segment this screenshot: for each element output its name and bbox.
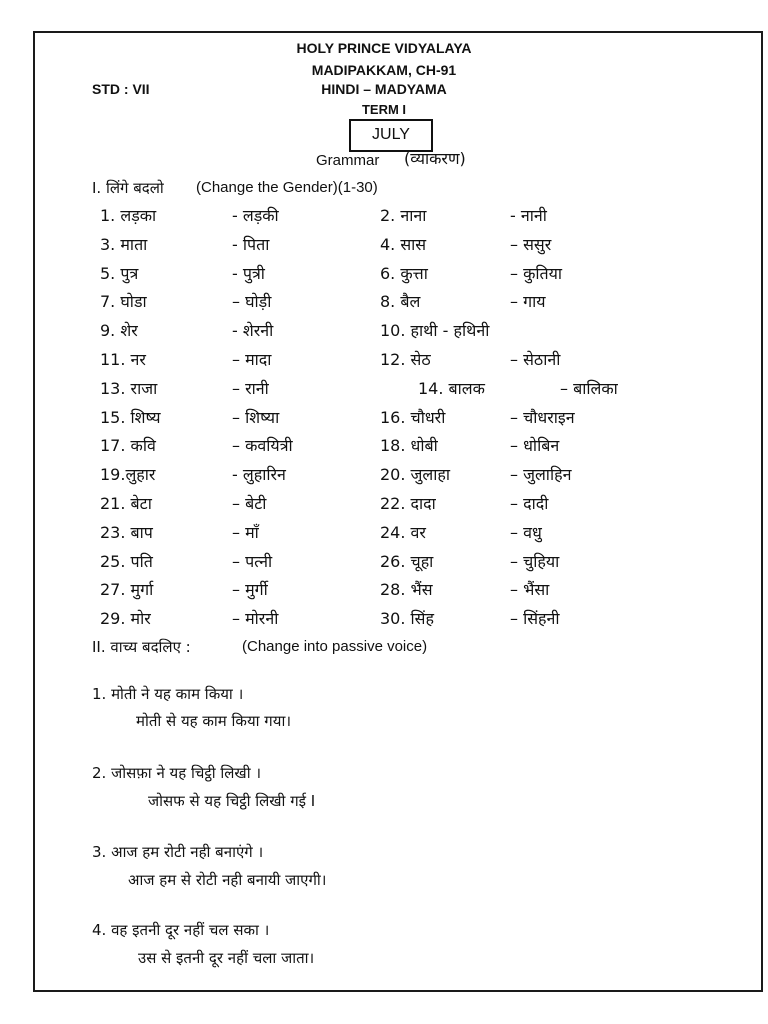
gender-word: 15. शिष्य [100, 408, 161, 427]
gender-answer: – बेटी [232, 494, 267, 513]
gender-word: 4. सास [380, 235, 427, 254]
gender-word: 13. राजा [100, 379, 158, 398]
gender-answer: – मादा [232, 350, 272, 369]
gender-word: 22. दादा [380, 494, 436, 513]
gender-row [0, 206, 768, 234]
month-box: JULY [349, 119, 433, 152]
gender-answer: – सिंहनी [510, 609, 560, 628]
voice-question: 4. वह इतनी दूर नहीं चल सका । [92, 921, 270, 939]
gender-answer: - नानी [510, 206, 547, 225]
gender-answer: – धोबिन [510, 436, 560, 455]
subject-title: HINDI – MADYAMA [321, 81, 447, 97]
term-label: TERM I [361, 102, 407, 117]
gender-word: 25. पति [100, 552, 153, 571]
voice-answer: उस से इतनी दूर नहीं चला जाता। [138, 949, 315, 967]
gender-answer: – पत्नी [232, 552, 273, 571]
grammar-label-en: Grammar [316, 152, 380, 169]
section2-title-hi: II. वाच्य बदलिए : [92, 638, 191, 656]
gender-answer: – घोड़ी [232, 292, 272, 311]
gender-row [0, 552, 768, 580]
gender-word: 12. सेठ [380, 350, 431, 369]
gender-answer: – कवयित्री [232, 436, 293, 455]
voice-answer: जोसफ से यह चिट्ठी लिखी गई I [148, 792, 316, 810]
gender-answer: – भैंसा [510, 580, 550, 599]
gender-row [0, 379, 768, 407]
std-label: STD : VII [92, 81, 150, 97]
gender-word: 14. बालक [418, 379, 485, 398]
gender-answer: - शेरनी [232, 321, 274, 340]
gender-row [0, 235, 768, 263]
gender-answer: – मुर्गी [232, 580, 268, 599]
gender-row [0, 408, 768, 436]
gender-word: 6. कुत्ता [380, 264, 428, 283]
gender-answer: – चुहिया [510, 552, 560, 571]
gender-row [0, 609, 768, 637]
gender-word: 23. बाप [100, 523, 153, 542]
gender-word: 24. वर [380, 523, 426, 542]
gender-word: 16. चौधरी [380, 408, 446, 427]
voice-question: 2. जोसफ़ा ने यह चिट्ठी लिखी । [92, 764, 262, 782]
gender-word: 10. हाथी - हथिनी [380, 321, 490, 340]
gender-row [0, 264, 768, 292]
gender-answer: – कुतिया [510, 264, 563, 283]
gender-word: 8. बैल [380, 292, 421, 311]
gender-word: 26. चूहा [380, 552, 434, 571]
gender-word: 29. मोर [100, 609, 151, 628]
gender-row [0, 465, 768, 493]
gender-answer: – माँ [232, 523, 259, 542]
gender-row [0, 321, 768, 349]
school-address: MADIPAKKAM, CH-91 [311, 62, 457, 78]
gender-answer: – वधु [510, 523, 542, 542]
gender-answer: - पिता [232, 235, 270, 254]
section2-title-en: (Change into passive voice) [242, 638, 428, 655]
gender-answer: - पुत्री [232, 264, 265, 283]
gender-word: 19.लुहार [100, 465, 156, 484]
gender-word: 3. माता [100, 235, 148, 254]
gender-row [0, 292, 768, 320]
gender-answer: – बालिका [560, 379, 618, 398]
gender-answer: – गाय [510, 292, 546, 311]
section1-title-hi: I. लिंगे बदलो [92, 179, 164, 197]
gender-answer: – ससुर [510, 235, 552, 254]
voice-answer: आज हम से रोटी नही बनायी जाएगी। [128, 871, 327, 889]
gender-answer: - लुहारिन [232, 465, 286, 484]
gender-answer: – शिष्या [232, 408, 280, 427]
grammar-label-hi: (व्याकरण) [404, 149, 466, 168]
voice-question: 3. आज हम रोटी नही बनाएंगे । [92, 843, 264, 861]
gender-word: 5. पुत्र [100, 264, 139, 283]
gender-word: 7. घोडा [100, 292, 147, 311]
gender-row [0, 494, 768, 522]
gender-row [0, 436, 768, 464]
school-name: HOLY PRINCE VIDYALAYA [296, 40, 472, 56]
gender-word: 9. शेर [100, 321, 138, 340]
gender-row [0, 523, 768, 551]
gender-word: 11. नर [100, 350, 146, 369]
gender-word: 17. कवि [100, 436, 156, 455]
voice-answer: मोती से यह काम किया गया। [136, 712, 292, 730]
gender-word: 28. भैंस [380, 580, 433, 599]
gender-answer: – जुलाहिन [510, 465, 572, 484]
gender-answer: – चौधराइन [510, 408, 575, 427]
gender-word: 1. लड़का [100, 206, 157, 225]
gender-answer: - लड़की [232, 206, 279, 225]
gender-row [0, 350, 768, 378]
gender-word: 21. बेटा [100, 494, 152, 513]
section1-title-en: (Change the Gender)(1-30) [196, 179, 378, 196]
gender-answer: – रानी [232, 379, 269, 398]
voice-question: 1. मोती ने यह काम किया । [92, 685, 244, 703]
gender-answer: – सेठानी [510, 350, 561, 369]
gender-word: 20. जुलाहा [380, 465, 451, 484]
gender-word: 30. सिंह [380, 609, 434, 628]
gender-answer: – मोरनी [232, 609, 279, 628]
gender-answer: – दादी [510, 494, 549, 513]
gender-word: 27. मुर्गा [100, 580, 154, 599]
gender-word: 2. नाना [380, 206, 427, 225]
gender-row [0, 580, 768, 608]
gender-word: 18. धोबी [380, 436, 438, 455]
